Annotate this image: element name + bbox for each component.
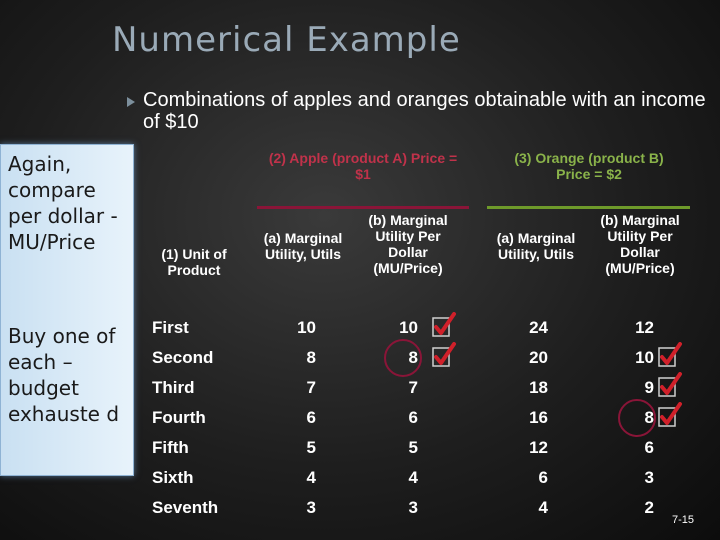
orange-group-header: (3) Orange (product B) Price = $2 [514, 150, 664, 182]
slide-title: Numerical Example [112, 20, 461, 60]
cell-a-mup: 6 [408, 408, 418, 427]
cell-a-mu: 5 [306, 438, 316, 457]
cell-unit: Sixth [152, 468, 194, 487]
orange-header-underline [487, 206, 690, 209]
cell-a-mu: 3 [306, 498, 316, 517]
cell-a-mup: 10 [399, 318, 418, 337]
cell-a-mu: 8 [306, 348, 316, 367]
orange-row-2-check-icon [658, 342, 684, 370]
orange-row-4-highlight-circle [618, 399, 656, 437]
orange-mup-header: (b) Marginal Utility Per Dollar (MU/Price) [600, 212, 680, 276]
bullet-arrow-icon [127, 97, 135, 107]
cell-unit: Second [152, 348, 214, 367]
cell-o-mu: 18 [529, 378, 548, 397]
orange-row-3-check-icon [658, 372, 684, 400]
unit-column-header: (1) Unit of Product [161, 246, 227, 278]
page-number: 7-15 [672, 514, 695, 526]
cell-unit: Fifth [152, 438, 189, 457]
cell-o-mu: 20 [529, 348, 548, 367]
apple-group-header: (2) Apple (product A) Price = $1 [268, 150, 458, 182]
apple-row-2-check-icon [432, 342, 458, 370]
cell-a-mu: 6 [306, 408, 316, 427]
cell-o-mu: 16 [529, 408, 548, 427]
cell-a-mup: 4 [408, 468, 418, 487]
orange-mu-header: (a) Marginal Utility, Utils [496, 230, 576, 262]
cell-a-mup: 5 [408, 438, 418, 457]
apple-mup-header: (b) Marginal Utility Per Dollar (MU/Price) [368, 212, 448, 276]
cell-a-mu: 10 [297, 318, 316, 337]
cell-o-mup: 12 [635, 318, 654, 337]
cell-o-mu: 6 [538, 468, 548, 487]
cell-a-mu: 7 [306, 378, 316, 397]
apple-mu-header: (a) Marginal Utility, Utils [263, 230, 343, 262]
cell-o-mup: 8 [644, 408, 654, 427]
side-note-box [0, 144, 134, 476]
cell-o-mup: 9 [644, 378, 654, 397]
cell-o-mu: 12 [529, 438, 548, 457]
cell-o-mu: 4 [538, 498, 548, 517]
cell-o-mu: 24 [529, 318, 548, 337]
side-note-text-2: Buy one of each – budget exhauste d [8, 324, 120, 426]
cell-a-mup: 8 [408, 348, 418, 367]
cell-a-mup: 3 [408, 498, 418, 517]
apple-row-2-highlight-circle [384, 339, 422, 377]
cell-a-mu: 4 [306, 468, 316, 487]
apple-row-1-check-icon [432, 312, 458, 340]
cell-unit: Fourth [152, 408, 206, 427]
apple-header-underline [257, 206, 469, 209]
side-note-text-1: Again, compare per dollar -MU/Price [8, 152, 118, 254]
cell-o-mup: 3 [644, 468, 654, 487]
cell-o-mup: 2 [644, 498, 654, 517]
orange-row-4-check-icon [658, 402, 684, 430]
cell-o-mup: 10 [635, 348, 654, 367]
slide-subtitle: Combinations of apples and oranges obtainable with an income of $10 [143, 89, 706, 133]
cell-o-mup: 6 [644, 438, 654, 457]
cell-a-mup: 7 [408, 378, 418, 397]
cell-unit: First [152, 318, 189, 337]
cell-unit: Seventh [152, 498, 219, 517]
cell-unit: Third [152, 378, 195, 397]
